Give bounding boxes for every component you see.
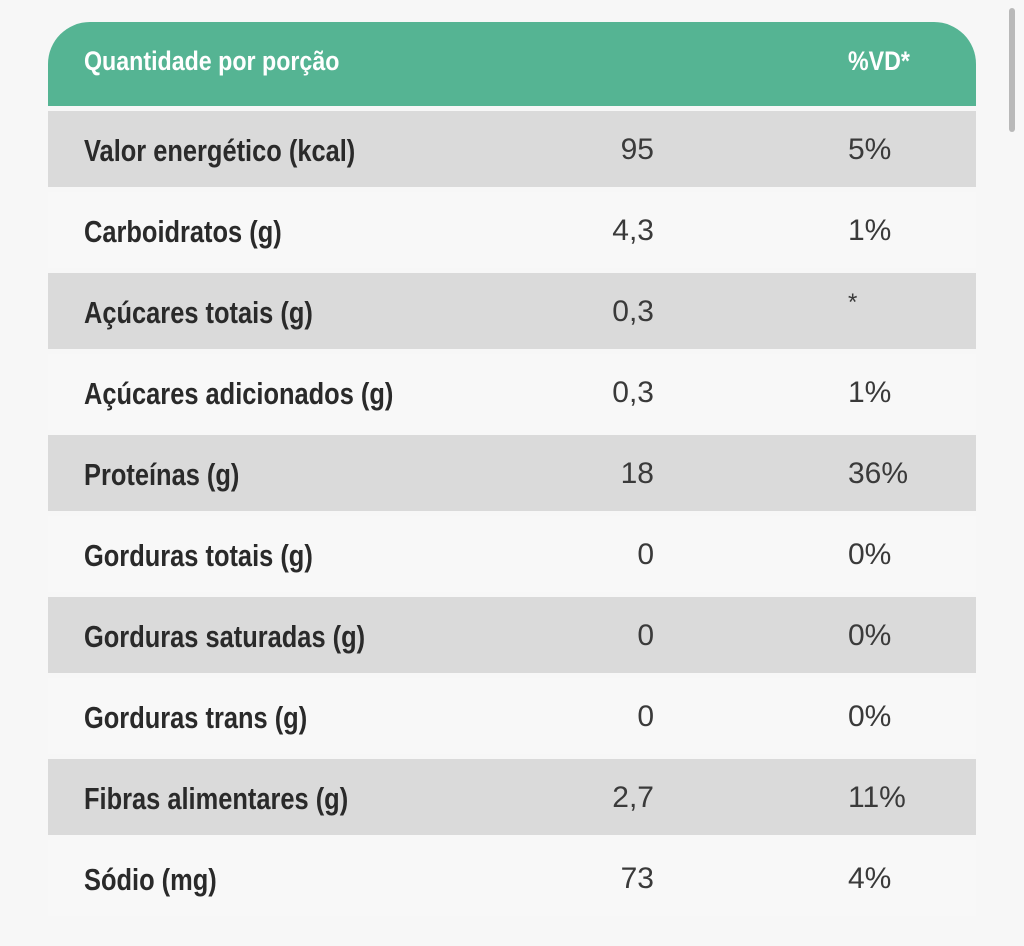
table-row-added-sugars [48, 354, 976, 430]
table-row-trans-fat [48, 678, 976, 754]
nutrient-quantity: 0,3 [612, 295, 654, 328]
table-row-total-sugars [48, 273, 976, 349]
nutrient-quantity: 18 [620, 457, 654, 490]
nutrient-vd: 0% [848, 619, 892, 652]
table-header [48, 22, 976, 106]
table-row-fiber [48, 759, 976, 835]
nutrient-quantity: 95 [620, 133, 654, 166]
nutrient-vd: 5% [848, 133, 892, 166]
vertical-scrollbar[interactable] [1009, 8, 1015, 132]
nutrient-vd: 36% [848, 457, 909, 490]
nutrient-vd: 0% [848, 538, 892, 571]
nutrient-name: Açúcares adicionados (g) [84, 376, 394, 411]
nutrient-quantity: 0 [637, 700, 654, 733]
nutrient-vd: 1% [848, 214, 892, 247]
nutrition-table [48, 22, 976, 916]
nutrient-vd: 1% [848, 376, 892, 409]
nutrient-name: Gorduras trans (g) [84, 700, 308, 735]
nutrient-name: Carboidratos (g) [84, 214, 282, 249]
table-rows [48, 111, 976, 916]
nutrient-quantity: 4,3 [612, 214, 654, 247]
table-row-energy [48, 111, 976, 187]
table-row-sodium [48, 840, 976, 916]
nutrient-name: Fibras alimentares (g) [84, 781, 349, 816]
nutrient-name: Sódio (mg) [84, 862, 217, 897]
nutrient-quantity: 73 [620, 862, 654, 895]
table-row-saturated-fat [48, 597, 976, 673]
nutrient-vd: 4% [848, 862, 892, 895]
table-row-carbohydrates [48, 192, 976, 268]
nutrient-name: Gorduras saturadas (g) [84, 619, 366, 654]
nutrient-name: Valor energético (kcal) [84, 133, 356, 168]
nutrient-vd: * [848, 289, 858, 316]
nutrient-quantity: 0,3 [612, 376, 654, 409]
header-vd-label: %VD* [848, 46, 910, 76]
nutrient-name: Proteínas (g) [84, 457, 240, 492]
nutrient-name: Açúcares totais (g) [84, 295, 313, 330]
table-row-total-fat [48, 516, 976, 592]
table-row-proteins [48, 435, 976, 511]
nutrient-name: Gorduras totais (g) [84, 538, 313, 573]
nutrient-quantity: 2,7 [612, 781, 654, 814]
header-quantity-label: Quantidade por porção [84, 46, 340, 76]
nutrient-quantity: 0 [637, 538, 654, 571]
nutrient-quantity: 0 [637, 619, 654, 652]
nutrient-vd: 0% [848, 700, 892, 733]
nutrient-vd: 11% [848, 781, 906, 814]
